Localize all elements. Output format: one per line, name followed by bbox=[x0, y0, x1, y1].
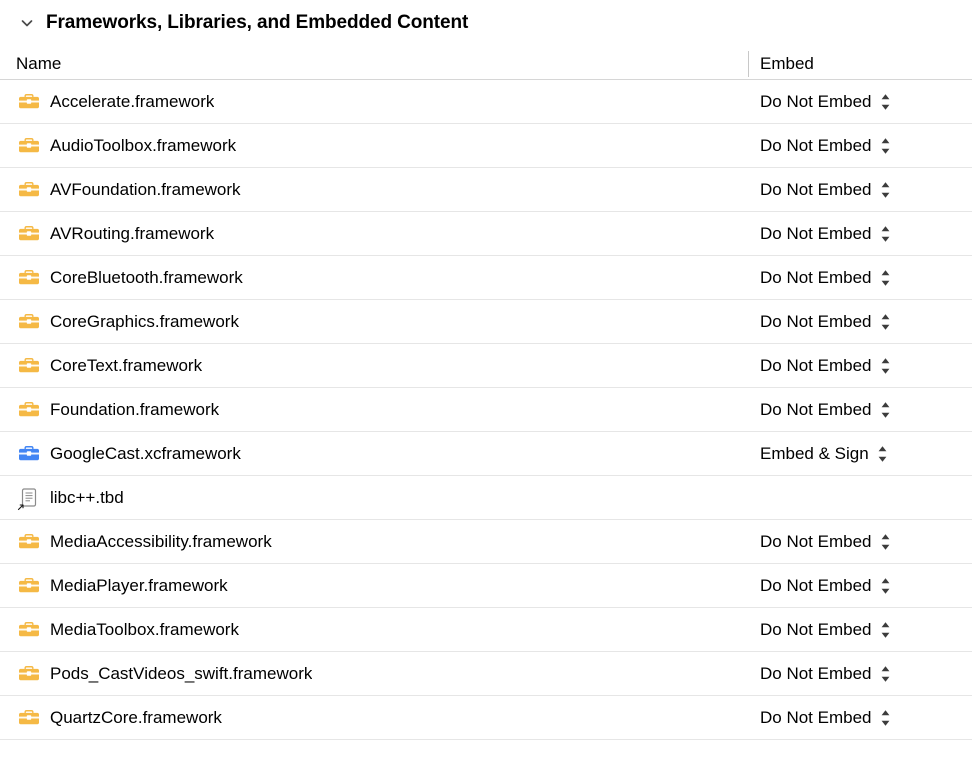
table-row[interactable] bbox=[0, 80, 972, 124]
table-row[interactable] bbox=[0, 168, 972, 212]
row-name-label: AVRouting.framework bbox=[50, 223, 215, 243]
embed-value-label: Do Not Embed bbox=[760, 179, 872, 199]
row-name-label: MediaToolbox.framework bbox=[50, 619, 239, 639]
chevron-down-icon[interactable] bbox=[16, 12, 38, 34]
table-row[interactable] bbox=[0, 344, 972, 388]
embed-popup-button[interactable] bbox=[749, 620, 956, 640]
column-divider[interactable] bbox=[748, 51, 749, 77]
embed-popup-button[interactable] bbox=[749, 312, 956, 332]
column-header-name[interactable] bbox=[16, 54, 749, 74]
embed-value-label: Do Not Embed bbox=[760, 91, 872, 111]
embed-value-label: Embed & Sign bbox=[760, 443, 869, 463]
row-name-cell[interactable] bbox=[16, 705, 749, 731]
framework-icon-yellow-icon bbox=[16, 573, 42, 599]
framework-icon-yellow-icon bbox=[16, 529, 42, 555]
chevron-up-down-icon[interactable] bbox=[879, 356, 892, 376]
embed-value-label: Do Not Embed bbox=[760, 223, 872, 243]
row-name-label: Accelerate.framework bbox=[50, 91, 215, 111]
chevron-up-down-icon[interactable] bbox=[879, 708, 892, 728]
embed-popup-button[interactable] bbox=[749, 268, 956, 288]
framework-icon-yellow-icon bbox=[16, 661, 42, 687]
embed-value-label: Do Not Embed bbox=[760, 575, 872, 595]
column-header-embed-label: Embed bbox=[760, 54, 814, 73]
framework-icon-yellow-icon bbox=[16, 617, 42, 643]
embed-popup-button[interactable] bbox=[749, 356, 956, 376]
embed-value-label: Do Not Embed bbox=[760, 531, 872, 551]
framework-icon-yellow-icon bbox=[16, 265, 42, 291]
column-header-name-label: Name bbox=[16, 54, 62, 73]
row-name-cell[interactable] bbox=[16, 617, 749, 643]
row-name-label: QuartzCore.framework bbox=[50, 707, 222, 727]
framework-icon-yellow-icon bbox=[16, 353, 42, 379]
row-name-cell[interactable] bbox=[16, 221, 749, 247]
framework-icon-yellow-icon bbox=[16, 221, 42, 247]
framework-icon-yellow-icon bbox=[16, 397, 42, 423]
row-name-label: AVFoundation.framework bbox=[50, 179, 241, 199]
row-name-cell[interactable] bbox=[16, 485, 749, 511]
embed-popup-button[interactable] bbox=[749, 664, 956, 684]
row-name-label: MediaPlayer.framework bbox=[50, 575, 228, 595]
framework-icon-blue-icon bbox=[16, 441, 42, 467]
chevron-up-down-icon[interactable] bbox=[879, 312, 892, 332]
table-row[interactable] bbox=[0, 388, 972, 432]
table-row[interactable] bbox=[0, 212, 972, 256]
chevron-up-down-icon[interactable] bbox=[879, 620, 892, 640]
framework-icon-yellow-icon bbox=[16, 705, 42, 731]
row-name-cell[interactable] bbox=[16, 353, 749, 379]
chevron-up-down-icon[interactable] bbox=[879, 136, 892, 156]
embed-popup-button[interactable] bbox=[749, 92, 956, 112]
row-name-label: CoreText.framework bbox=[50, 355, 203, 375]
row-name-label: MediaAccessibility.framework bbox=[50, 531, 272, 551]
row-name-cell[interactable] bbox=[16, 177, 749, 203]
chevron-up-down-icon[interactable] bbox=[879, 532, 892, 552]
embed-value-label: Do Not Embed bbox=[760, 267, 872, 287]
table-row[interactable] bbox=[0, 432, 972, 476]
row-name-cell[interactable] bbox=[16, 661, 749, 687]
embed-value-label: Do Not Embed bbox=[760, 619, 872, 639]
row-name-cell[interactable] bbox=[16, 89, 749, 115]
column-header-embed[interactable] bbox=[749, 54, 956, 74]
frameworks-list bbox=[0, 80, 972, 740]
embed-value-label: Do Not Embed bbox=[760, 663, 872, 683]
embed-popup-button[interactable] bbox=[749, 444, 956, 464]
chevron-up-down-icon[interactable] bbox=[879, 224, 892, 244]
embed-popup-button[interactable] bbox=[749, 136, 956, 156]
row-name-cell[interactable] bbox=[16, 397, 749, 423]
table-row[interactable] bbox=[0, 256, 972, 300]
row-name-label: GoogleCast.xcframework bbox=[50, 443, 241, 463]
row-name-cell[interactable] bbox=[16, 529, 749, 555]
row-name-cell[interactable] bbox=[16, 441, 749, 467]
embed-value-label: Do Not Embed bbox=[760, 135, 872, 155]
chevron-up-down-icon[interactable] bbox=[879, 664, 892, 684]
chevron-up-down-icon[interactable] bbox=[879, 268, 892, 288]
embed-value-label: Do Not Embed bbox=[760, 355, 872, 375]
embed-value-label: Do Not Embed bbox=[760, 399, 872, 419]
framework-icon-yellow-icon bbox=[16, 309, 42, 335]
embed-popup-button[interactable] bbox=[749, 224, 956, 244]
embed-popup-button[interactable] bbox=[749, 400, 956, 420]
table-row[interactable] bbox=[0, 696, 972, 740]
row-name-cell[interactable] bbox=[16, 309, 749, 335]
row-name-cell[interactable] bbox=[16, 265, 749, 291]
table-row[interactable] bbox=[0, 520, 972, 564]
row-name-label: libc++.tbd bbox=[50, 487, 124, 507]
page-title: Frameworks, Libraries, and Embedded Content bbox=[46, 12, 469, 33]
chevron-up-down-icon[interactable] bbox=[879, 400, 892, 420]
row-name-cell[interactable] bbox=[16, 133, 749, 159]
table-row[interactable] bbox=[0, 124, 972, 168]
chevron-up-down-icon[interactable] bbox=[876, 444, 889, 464]
table-row[interactable] bbox=[0, 608, 972, 652]
framework-icon-yellow-icon bbox=[16, 89, 42, 115]
column-headers bbox=[0, 46, 972, 80]
row-name-label: CoreGraphics.framework bbox=[50, 311, 239, 331]
table-row[interactable] bbox=[0, 564, 972, 608]
row-name-label: Foundation.framework bbox=[50, 399, 220, 419]
framework-icon-yellow-icon bbox=[16, 177, 42, 203]
row-name-cell[interactable] bbox=[16, 573, 749, 599]
table-row[interactable] bbox=[0, 300, 972, 344]
row-name-label: Pods_CastVideos_swift.framework bbox=[50, 663, 313, 683]
chevron-up-down-icon[interactable] bbox=[879, 576, 892, 596]
embed-popup-button[interactable] bbox=[749, 532, 956, 552]
embed-popup-button[interactable] bbox=[749, 180, 956, 200]
chevron-up-down-icon[interactable] bbox=[879, 180, 892, 200]
framework-icon-yellow-icon bbox=[16, 133, 42, 159]
embed-popup-button[interactable] bbox=[749, 576, 956, 596]
row-name-label: AudioToolbox.framework bbox=[50, 135, 237, 155]
section-header[interactable] bbox=[0, 0, 972, 46]
text-document-alias-icon-icon bbox=[16, 485, 42, 511]
embed-popup-button[interactable] bbox=[749, 708, 956, 728]
embed-value-label: Do Not Embed bbox=[760, 707, 872, 727]
embed-value-label: Do Not Embed bbox=[760, 311, 872, 331]
chevron-up-down-icon[interactable] bbox=[879, 92, 892, 112]
table-row[interactable] bbox=[0, 652, 972, 696]
table-row[interactable] bbox=[0, 476, 972, 520]
row-name-label: CoreBluetooth.framework bbox=[50, 267, 243, 287]
